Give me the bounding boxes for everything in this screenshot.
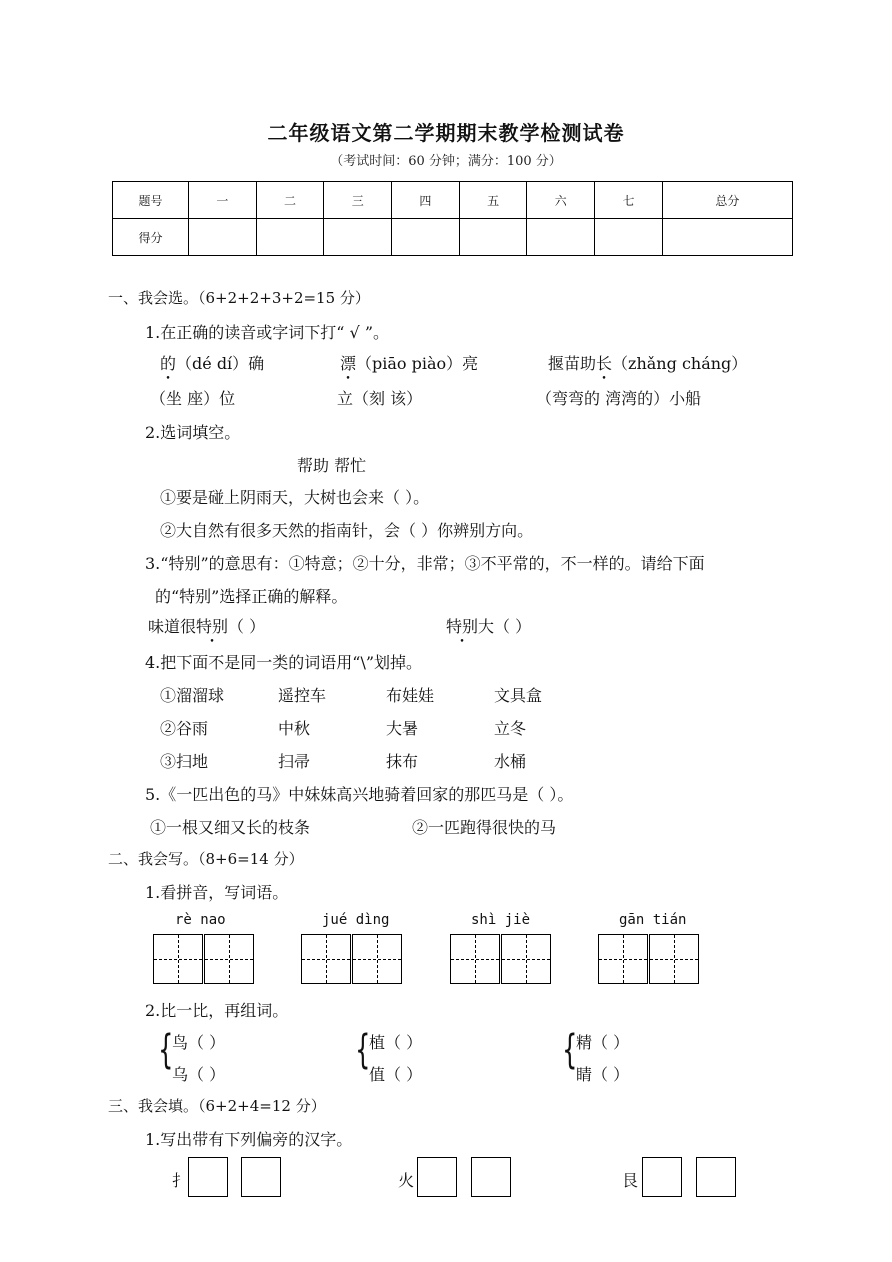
option-text: （dé dí）确 — [176, 354, 265, 373]
pinyin-label: shì jiè — [471, 912, 531, 928]
pinyin-label: jué dìng — [322, 912, 390, 928]
option-text: 揠苗助 — [548, 354, 597, 373]
writing-grid-box[interactable] — [598, 934, 648, 984]
answer-blank: （ ） — [228, 617, 266, 636]
answer-box[interactable] — [696, 1157, 736, 1197]
section3-heading: 三、我会填。（6+2+4=12 分） — [108, 1097, 326, 1115]
s2-q2-prompt: 2.比一比，再组词。 — [145, 1001, 289, 1020]
s1-q1-option-d[interactable]: （坐 座）位 — [150, 389, 236, 408]
section1-heading: 一、我会选。（6+2+2+3+2=15 分） — [108, 289, 370, 307]
s1-q5-option-2[interactable]: ②一匹跑得很快的马 — [412, 818, 557, 837]
dotted-char: 漂 — [340, 354, 357, 373]
dotted-word: 特别 — [446, 617, 479, 636]
s1-q3-line1: 3.“特别”的意思有：①特意；②十分，非常；③不平常的，不一样的。请给下面 — [145, 554, 705, 573]
radical-label: 扌 — [172, 1171, 189, 1190]
s1-q3-item-a[interactable] — [148, 614, 265, 637]
s1-q1-option-b[interactable] — [340, 351, 478, 374]
s1-q2-words: 帮助 帮忙 — [297, 456, 367, 475]
word-item[interactable]: 中秋 — [278, 719, 311, 738]
word-item[interactable]: 大暑 — [386, 719, 419, 738]
score-input-cell[interactable] — [189, 219, 257, 256]
word-item[interactable]: ①溜溜球 — [160, 686, 225, 705]
word-item[interactable]: 扫帚 — [278, 752, 311, 771]
score-table-score-row — [113, 219, 793, 256]
score-table-cell: 四 — [392, 182, 460, 219]
answer-blank: 大（ ） — [478, 617, 532, 636]
writing-grid-box[interactable] — [649, 934, 699, 984]
answer-box[interactable] — [188, 1157, 228, 1197]
score-table-cell: 七 — [595, 182, 663, 219]
s2-q1-prompt: 1.看拼音，写词语。 — [145, 883, 289, 902]
score-table-cell: 一 — [189, 182, 257, 219]
score-input-cell[interactable] — [392, 219, 460, 256]
item-text: 味道很 — [148, 617, 197, 636]
score-input-cell[interactable] — [527, 219, 595, 256]
word-item[interactable]: 水桶 — [494, 752, 527, 771]
brace-icon: { — [562, 1027, 578, 1073]
word-item[interactable]: 立冬 — [494, 719, 527, 738]
writing-grid-box[interactable] — [204, 934, 254, 984]
s1-q2-sentence-1[interactable]: ①要是碰上阴雨天，大树也会来（ ）。 — [160, 488, 430, 507]
compare-item[interactable]: 精（ ） — [576, 1033, 630, 1052]
score-input-cell[interactable] — [459, 219, 527, 256]
s1-q4-prompt: 4.把下面不是同一类的词语用“\”划掉。 — [145, 653, 423, 672]
score-input-cell[interactable] — [324, 219, 392, 256]
s1-q5-option-1[interactable]: ①一根又细又长的枝条 — [150, 818, 311, 837]
s1-q1-option-a[interactable] — [160, 351, 264, 374]
compare-item[interactable]: 乌（ ） — [172, 1065, 226, 1084]
brace-icon: { — [355, 1027, 371, 1073]
compare-item[interactable]: 睛（ ） — [576, 1065, 630, 1084]
score-table-header-row — [113, 182, 793, 219]
word-item[interactable]: 文具盒 — [494, 686, 543, 705]
s1-q5-prompt: 5.《一匹出色的马》中妹妹高兴地骑着回家的那匹马是（ ）。 — [145, 785, 574, 804]
compare-item[interactable]: 鸟（ ） — [172, 1033, 226, 1052]
word-item[interactable]: ②谷雨 — [160, 719, 209, 738]
score-table — [112, 181, 793, 256]
dotted-word: 特别 — [196, 617, 229, 636]
score-input-cell[interactable] — [256, 219, 324, 256]
word-item[interactable]: 遥控车 — [278, 686, 327, 705]
s1-q2-sentence-2[interactable]: ②大自然有很多天然的指南针，会（ ）你辨别方向。 — [160, 521, 534, 540]
writing-grid-box[interactable] — [301, 934, 351, 984]
score-input-cell[interactable] — [662, 219, 792, 256]
score-table-cell: 三 — [324, 182, 392, 219]
s1-q3-item-b[interactable] — [446, 614, 531, 637]
score-table-cell: 六 — [527, 182, 595, 219]
radical-label: 艮 — [622, 1171, 639, 1190]
s1-q2-prompt: 2.选词填空。 — [145, 423, 241, 442]
compare-item[interactable]: 值（ ） — [369, 1065, 423, 1084]
option-text: （piāo piào）亮 — [356, 354, 479, 373]
writing-grid-box[interactable] — [352, 934, 402, 984]
s1-q1-option-e[interactable]: 立（刻 该） — [337, 389, 423, 408]
s1-q1-prompt: 1.在正确的读音或字词下打“ √ ”。 — [145, 323, 389, 342]
radical-label: 火 — [398, 1171, 415, 1190]
score-table-cell: 五 — [459, 182, 527, 219]
answer-box[interactable] — [241, 1157, 281, 1197]
pinyin-label: gān tián — [619, 912, 687, 928]
s1-q1-option-f[interactable]: （弯弯的 湾湾的）小船 — [536, 389, 702, 408]
word-item[interactable]: ③扫地 — [160, 752, 209, 771]
writing-grid-box[interactable] — [153, 934, 203, 984]
score-table-cell: 总分 — [662, 182, 792, 219]
page-title: 二年级语文第二学期期末教学检测试卷 — [267, 121, 625, 145]
s3-q1-prompt: 1.写出带有下列偏旁的汉字。 — [145, 1130, 353, 1149]
answer-box[interactable] — [417, 1157, 457, 1197]
word-item[interactable]: 布娃娃 — [386, 686, 435, 705]
dotted-char: 长 — [596, 354, 613, 373]
score-table-cell: 二 — [256, 182, 324, 219]
brace-icon: { — [158, 1027, 174, 1073]
score-input-cell[interactable] — [595, 219, 663, 256]
section2-heading: 二、我会写。（8+6=14 分） — [108, 850, 304, 868]
compare-item[interactable]: 植（ ） — [369, 1033, 423, 1052]
s1-q3-line2: 的“特别”选择正确的解释。 — [155, 587, 348, 606]
score-table-cell: 题号 — [113, 182, 189, 219]
writing-grid-box[interactable] — [450, 934, 500, 984]
score-table-cell: 得分 — [113, 219, 189, 256]
word-item[interactable]: 抹布 — [386, 752, 419, 771]
pinyin-label: rè nao — [175, 912, 226, 928]
option-text: （zhǎng cháng） — [612, 354, 748, 373]
writing-grid-box[interactable] — [501, 934, 551, 984]
page-subtitle: （考试时间：60 分钟；满分：100 分） — [330, 154, 562, 169]
answer-box[interactable] — [471, 1157, 511, 1197]
dotted-char: 的 — [160, 354, 177, 373]
answer-box[interactable] — [642, 1157, 682, 1197]
s1-q1-option-c[interactable] — [548, 351, 747, 374]
